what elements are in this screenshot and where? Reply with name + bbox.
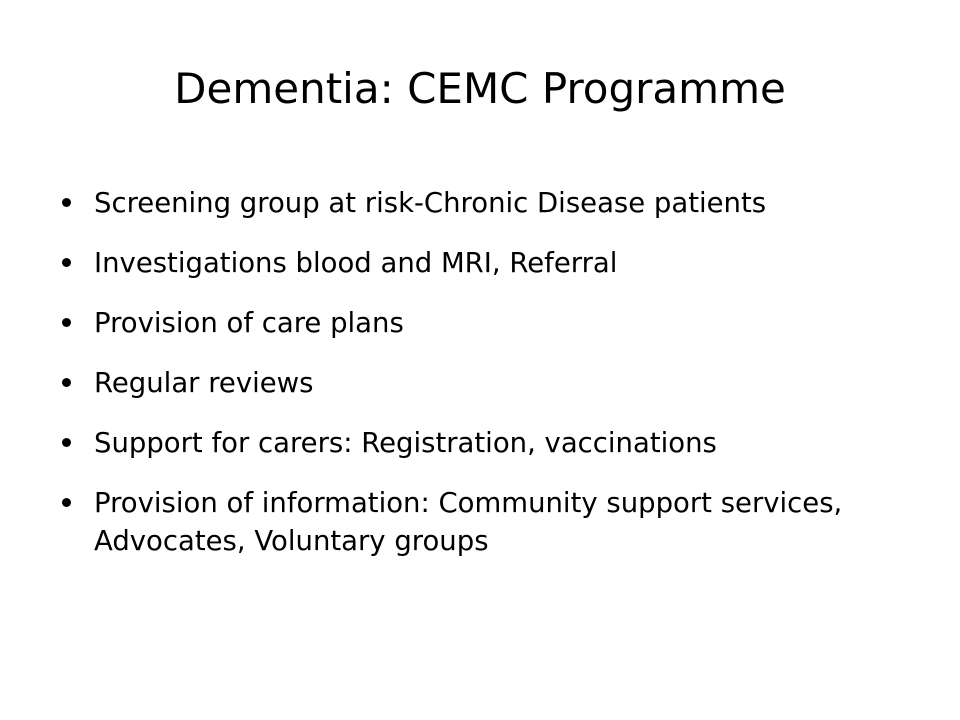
- bullet-point-icon: [62, 438, 71, 447]
- bullet-text: Provision of care plans: [94, 307, 404, 339]
- bullet-text: Regular reviews: [94, 367, 314, 399]
- bullet-point-icon: [62, 258, 71, 267]
- slide-title: Dementia: CEMC Programme: [174, 64, 786, 113]
- bullet-text: Support for carers: Registration, vaccinations: [94, 427, 717, 459]
- bullet-point-icon: [62, 378, 71, 387]
- bullet-item-information: [58, 484, 888, 560]
- bullet-point-icon: [62, 318, 71, 327]
- bullet-text: Screening group at risk-Chronic Disease patients: [94, 187, 767, 219]
- bullet-item-investigations: [58, 244, 888, 282]
- bullet-text: Provision of information: Community support services, Advocates, Voluntary groups: [94, 487, 843, 557]
- bullet-item-carer-support: [58, 424, 888, 462]
- bullet-point-icon: [62, 198, 71, 207]
- bullet-item-care-plans: [58, 304, 888, 342]
- bullet-point-icon: [62, 498, 71, 507]
- bullet-list: [58, 184, 888, 582]
- bullet-item-screening: [58, 184, 888, 222]
- bullet-item-regular-reviews: [58, 364, 888, 402]
- bullet-text: Investigations blood and MRI, Referral: [94, 247, 618, 279]
